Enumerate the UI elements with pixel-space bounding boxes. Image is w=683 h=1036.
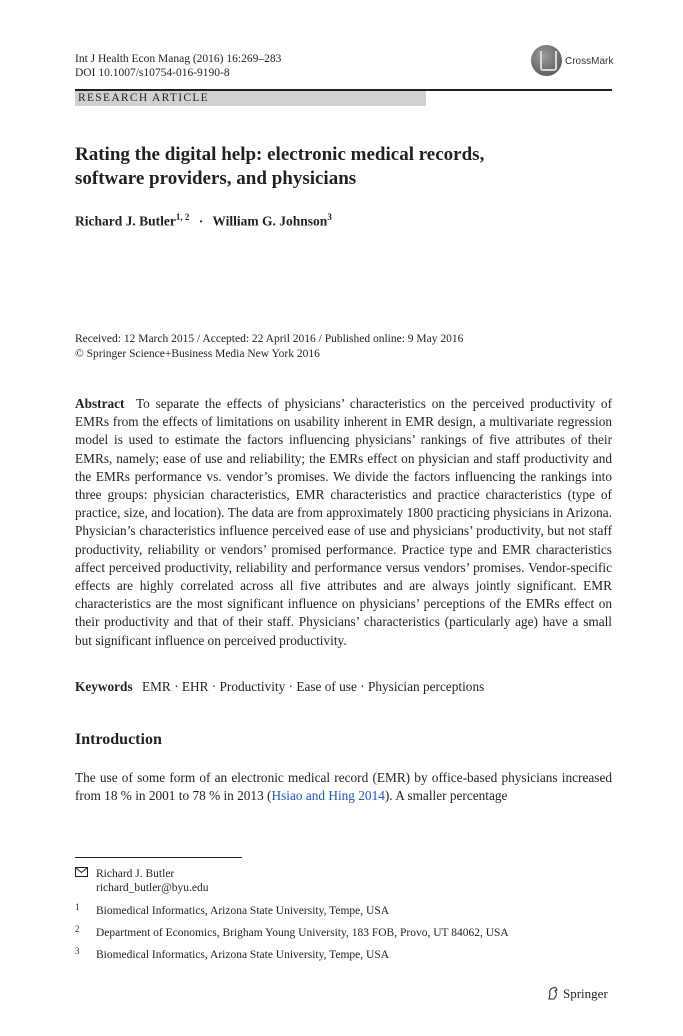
affiliation-mark: 1 bbox=[75, 902, 80, 912]
affiliation-text: Biomedical Informatics, Arizona State University, Tempe, USA bbox=[96, 949, 390, 961]
publisher-name: Springer bbox=[563, 986, 608, 1001]
abstract bbox=[75, 395, 612, 650]
springer-horse-icon bbox=[546, 986, 560, 1000]
keywords bbox=[75, 679, 484, 695]
affiliation-text: Biomedical Informatics, Arizona State University, Tempe, USA bbox=[96, 905, 390, 917]
affiliation-mark: 2 bbox=[75, 924, 80, 934]
author-affiliation-marks: 1, 2 bbox=[175, 212, 190, 222]
journal-citation: Int J Health Econ Manag (2016) 16:269–283 bbox=[75, 53, 282, 65]
author-name[interactable]: Richard J. Butler bbox=[75, 213, 176, 229]
keywords-label: Keywords bbox=[75, 679, 133, 694]
affiliation-mark: 3 bbox=[75, 946, 80, 956]
copyright: © Springer Science+Business Media New York 2016 bbox=[75, 348, 320, 360]
citation-link[interactable]: Hsiao and Hing 2014 bbox=[271, 788, 385, 804]
intro-text: The use of some form of an electronic medical record (EMR) by office-based physicians increased from 18 % in 2001 to 78 % in 2013 ( bbox=[75, 770, 612, 804]
author-list bbox=[75, 212, 332, 230]
publication-history bbox=[75, 332, 463, 362]
author-separator: · bbox=[198, 213, 204, 229]
affiliation-text: Department of Economics, Brigham Young University, 183 FOB, Provo, UT 84062, USA bbox=[96, 927, 509, 939]
author-affiliation-marks: 3 bbox=[327, 212, 332, 222]
crossmark-icon bbox=[531, 45, 562, 76]
intro-text-cont: ). A smaller percentage bbox=[384, 788, 508, 804]
section-heading: Introduction bbox=[75, 731, 162, 748]
article-type: RESEARCH ARTICLE bbox=[78, 92, 209, 104]
crossmark-badge[interactable] bbox=[531, 45, 615, 79]
title-line-1: Rating the digital help: electronic medical records, bbox=[75, 144, 485, 165]
article-title bbox=[75, 143, 595, 191]
corresponding-author-name: Richard J. Butler bbox=[96, 868, 175, 880]
abstract-label: Abstract bbox=[75, 396, 125, 411]
article-type-banner bbox=[75, 91, 426, 106]
corresponding-author-email[interactable]: richard_butler@byu.edu bbox=[96, 882, 209, 894]
envelope-icon bbox=[75, 867, 88, 881]
abstract-text: To separate the effects of physicians’ characteristics on the perceived productivity of EMRs from the effects of limitations on usability inherent in EMR design, a multivariate regression model is used to estimate the factors influencing physicians’ rankings of five attributes of their EMRs, namely; ease of use and reliability; the EMRs effect on physician and staff productivity and the EMRs performance vs. vendor’s promises. We divide the factors influencing the rankings into three groups: physician characteristics, EMR characteristics and practice characteristics (type of practice, size, and location). The data are from approximately 1800 practicing physicians in Arizona. Physician’s characteristics influence perceived ease of use and physicians’ productivity, but not staff productivity, reliability or vendors’ promised performance. Practice type and EMR characteristics affect perceived productivity, reliability and performance versus vendors’ promises. Vendor-specific effects are highly correlated across all five attributes and are always jointly significant. EMR characteristics are the most significant influence on physicians’ perceptions of the EMRs effect on their productivity and that of their staff. Physicians’ characteristics (particularly age) have a small but significant influence on perceived productivity. bbox=[75, 396, 612, 648]
title-line-2: software providers, and physicians bbox=[75, 168, 357, 189]
footnote-rule bbox=[75, 857, 242, 858]
history-dates: Received: 12 March 2015 / Accepted: 22 April 2016 / Published online: 9 May 2016 bbox=[75, 333, 464, 345]
keywords-list: EMR · EHR · Productivity · Ease of use · Physician perceptions bbox=[141, 679, 485, 694]
intro-paragraph bbox=[75, 769, 612, 805]
publisher-logo bbox=[546, 986, 608, 1002]
doi: DOI 10.1007/s10754-016-9190-8 bbox=[75, 67, 230, 79]
author-name[interactable]: William G. Johnson bbox=[212, 213, 328, 229]
crossmark-label: CrossMark bbox=[565, 56, 614, 67]
